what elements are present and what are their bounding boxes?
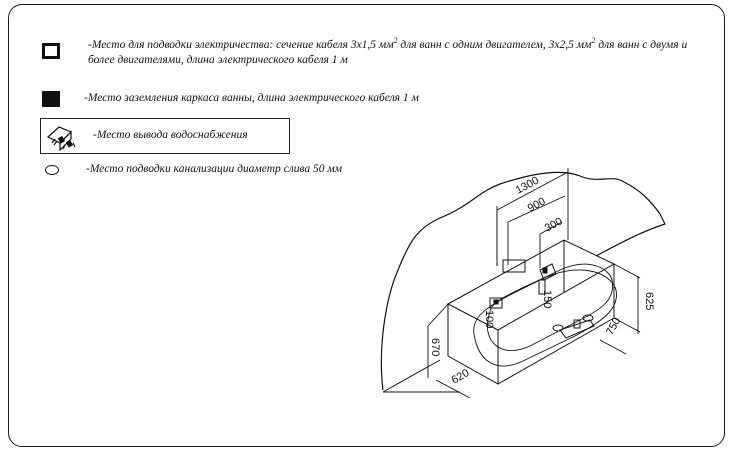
dim-620: 620 [449, 367, 472, 387]
electric-outlet-box [503, 260, 525, 272]
legend-grounding: -Место заземления каркаса ванны, длина электрического кабеля 1 м [84, 92, 419, 104]
dim-750: 750 [604, 315, 624, 338]
legend-water-outlet: -Место вывода водоснабжения [93, 129, 248, 141]
wall-outline [381, 172, 665, 390]
dim-670: 670 [429, 338, 441, 357]
dim-150: 150 [541, 290, 553, 309]
bathtub [448, 240, 617, 384]
legend-drain: -Место подводки канализации диаметр слива 50 мм [86, 163, 343, 175]
dim-625: 625 [643, 292, 655, 311]
drain-fixture [553, 315, 594, 338]
legend-electric-supply-line2: более двигателями, длина электрического кабеля 1 м [88, 54, 348, 66]
legend-electric-supply: -Место для подводки электричества: сечение кабеля 3х1,5 $мм^2$ для ванн с одним двигателем, 3х2,5 $мм^2$ для ванн с двумя и [88, 36, 688, 51]
dim-1300: 1300 [513, 174, 542, 197]
dim-300: 300 [542, 215, 565, 235]
dim-900: 900 [525, 195, 548, 215]
dim-100: 100 [483, 310, 495, 329]
